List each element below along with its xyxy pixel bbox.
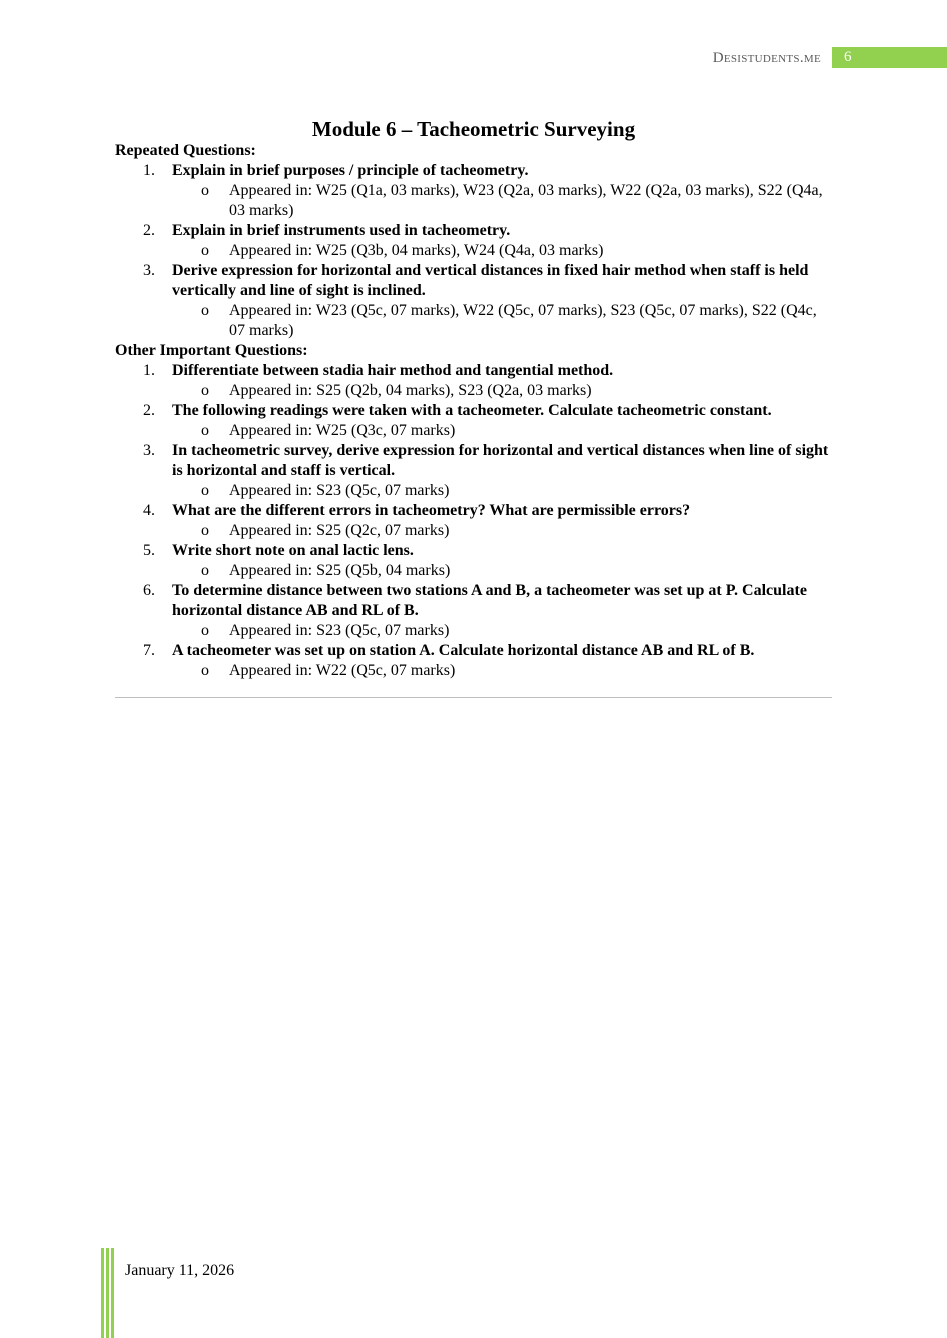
content-divider [115, 697, 832, 698]
list-item [115, 641, 835, 681]
list-item [115, 161, 835, 221]
bullet-circle-icon: o [201, 622, 209, 639]
question-number: 2. [143, 222, 155, 239]
bullet-circle-icon: o [201, 242, 209, 259]
question-number: 3. [143, 262, 155, 279]
repeated-question-list [115, 161, 835, 341]
question-number: 2. [143, 402, 155, 419]
question-number: 5. [143, 542, 155, 559]
appeared-in-text: Appeared in: S25 (Q5b, 04 marks) [229, 562, 451, 579]
question-number: 6. [143, 582, 155, 599]
appeared-in-text: Appeared in: S25 (Q2c, 07 marks) [229, 522, 450, 539]
appeared-in-text: Appeared in: S23 (Q5c, 07 marks) [229, 622, 450, 639]
question-text: A tacheometer was set up on station A. Calculate horizontal distance AB and RL of B. [172, 642, 755, 659]
appeared-in-line [115, 421, 835, 441]
question-text: Explain in brief purposes / principle of tacheometry. [172, 162, 529, 179]
list-item [115, 261, 835, 341]
accent-bar [111, 1248, 114, 1338]
list-item [115, 541, 835, 581]
header-page-number: 6 [832, 47, 947, 68]
question-text: Differentiate between stadia hair method and tangential method. [172, 362, 614, 379]
appeared-in-text: Appeared in: S23 (Q5c, 07 marks) [229, 482, 450, 499]
list-item [115, 581, 835, 641]
appeared-in-text: Appeared in: W25 (Q3b, 04 marks), W24 (Q4a, 03 marks) [229, 242, 604, 259]
question-number: 1. [143, 362, 155, 379]
question-text: What are the different errors in tacheometry? What are permissible errors? [172, 502, 691, 519]
question-number: 7. [143, 642, 155, 659]
appeared-in-line [115, 381, 835, 401]
question-text: In tacheometric survey, derive expression for horizontal and vertical distances when line of sight is horizontal and staff is vertical. [172, 442, 829, 479]
bullet-circle-icon: o [201, 302, 209, 319]
page-title: Module 6 – Tacheometric Surveying [311, 117, 636, 141]
appeared-in-line [115, 481, 835, 501]
list-item [115, 401, 835, 441]
appeared-in-line [115, 621, 835, 641]
bullet-circle-icon: o [201, 422, 209, 439]
bullet-circle-icon: o [201, 522, 209, 539]
question-text: Explain in brief instruments used in tacheometry. [172, 222, 511, 239]
appeared-in-line [115, 561, 835, 581]
appeared-in-line [115, 241, 835, 261]
appeared-in-text: Appeared in: W25 (Q1a, 03 marks), W23 (Q2a, 03 marks), W22 (Q2a, 03 marks), S22 (Q4a, 03 marks) [229, 182, 823, 219]
appeared-in-text: Appeared in: W22 (Q5c, 07 marks) [229, 662, 456, 679]
header-site-name: Desistudents.me [712, 50, 821, 66]
question-text: The following readings were taken with a tacheometer. Calculate tacheometric constant. [172, 402, 772, 419]
bullet-circle-icon: o [201, 382, 209, 399]
bullet-circle-icon: o [201, 662, 209, 679]
bullet-circle-icon: o [201, 482, 209, 499]
appeared-in-text: Appeared in: S25 (Q2b, 04 marks), S23 (Q2a, 03 marks) [229, 382, 592, 399]
question-number: 4. [143, 502, 155, 519]
appeared-in-line [115, 661, 835, 681]
list-item [115, 441, 835, 501]
other-question-list [115, 361, 835, 681]
question-text: Derive expression for horizontal and vertical distances in fixed hair method when staff is held vertically and line of sight is inclined. [172, 262, 809, 299]
footer-accent-bars [101, 1248, 115, 1338]
question-number: 3. [143, 442, 155, 459]
appeared-in-line [115, 181, 835, 221]
list-item [115, 221, 835, 261]
question-number: 1. [143, 162, 155, 179]
list-item [115, 501, 835, 541]
section-heading-repeated: Repeated Questions: [115, 142, 256, 159]
appeared-in-line [115, 301, 835, 341]
bullet-circle-icon: o [201, 182, 209, 199]
section-heading-other: Other Important Questions: [115, 342, 308, 359]
list-item [115, 361, 835, 401]
bullet-circle-icon: o [201, 562, 209, 579]
appeared-in-text: Appeared in: W25 (Q3c, 07 marks) [229, 422, 456, 439]
question-content [115, 141, 835, 681]
accent-bar [101, 1248, 104, 1338]
accent-bar [106, 1248, 109, 1338]
question-text: To determine distance between two stations A and B, a tacheometer was set up at P. Calculate horizontal distance AB and RL of B. [172, 582, 807, 619]
footer-date: January 11, 2026 [125, 1262, 235, 1279]
question-text: Write short note on anal lactic lens. [172, 542, 414, 559]
appeared-in-line [115, 521, 835, 541]
appeared-in-text: Appeared in: W23 (Q5c, 07 marks), W22 (Q5c, 07 marks), S23 (Q5c, 07 marks), S22 (Q4c, 07 marks) [229, 302, 817, 339]
